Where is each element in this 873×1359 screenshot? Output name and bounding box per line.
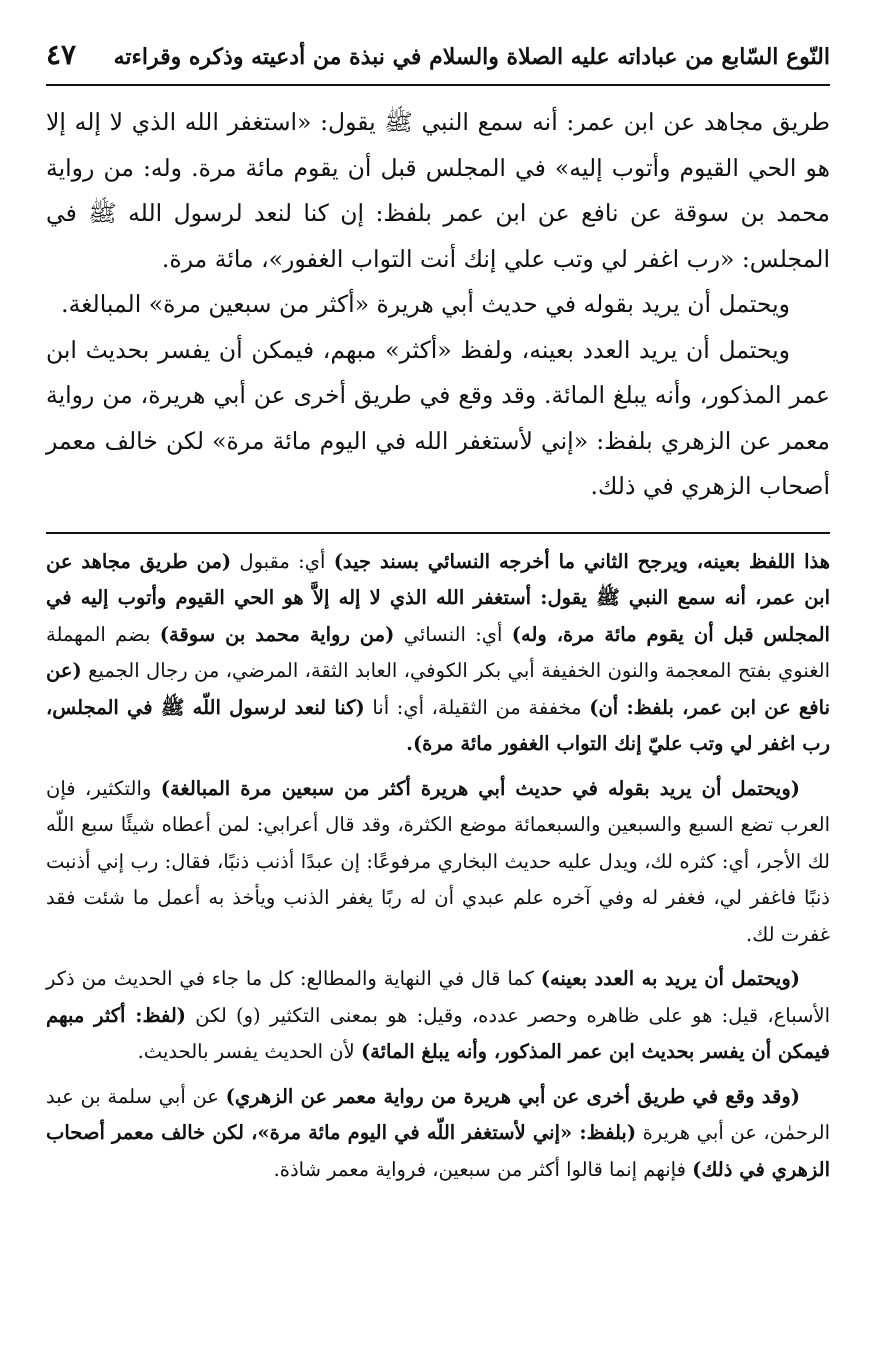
quoted-text: (ويحتمل أن يريد بقوله في حديث أبي هريرة أكثر من سبعين مرة المبالغة) [160,776,800,800]
quoted-text: (ويحتمل أن يريد به العدد بعينه) [540,967,800,990]
commentary-text: فإنهم إنما قالوا أكثر من سبعين، فرواية معمر شاذة. [273,1157,693,1181]
quoted-text: (وقد وقع في طريق أخرى عن أبي هريرة من رواية معمر عن الزهري) [225,1084,801,1108]
commentary-text: مخففة من الثقيلة، أي: أنا [364,695,590,719]
commentary-text: أي: النسائي [394,622,512,646]
commentary-paragraph [46,961,830,1071]
commentary-text: عن أبي سلمة بن عبد الرحمٰن، عن أبي هريرة [46,1084,830,1144]
chapter-title: النّوع السّابع من عباداته عليه الصلاة والسلام في نبذة من أدعيته وذكره وقراءته [113,44,830,70]
page-number: ٤٧ [46,38,77,71]
commentary-text: والتكثير، فإن العرب تضع السبع والسبعين والسبعمائة موضع الكثرة، وقد قال أعرابي: لمن أعطاه شيئًا سبع اللّه لك الأجر، أي: كثره لك، ويدل عليه حديث البخاري مرفوعًا: إن عبدًا أذنب ذنبًا، فقال: رب إني أذنبت ذنبًا فاغفر لي، فغفر له وفي آخره علم عبدي أن له ربًا يغفر الذنب ويأخذ به أعمل ما شئت فقد غفرت لك. [46,776,830,946]
quoted-text: (من رواية محمد بن سوقة) [159,622,395,646]
commentary-paragraph [46,544,830,763]
quoted-text: هذا اللفظ بعينه، ويرجح الثاني ما أخرجه النسائي بسند جيد) [333,549,831,573]
main-paragraph: ويحتمل أن يريد بقوله في حديث أبي هريرة «أكثر من سبعين مرة» المبالغة. [61,290,790,318]
main-text [46,100,830,510]
commentary-paragraph [46,771,830,954]
commentary-text: بضم المهملة الغنوي بفتح المعجمة والنون الخفيفة أبي بكر الكوفي، العابد الثقة، المرضي، من رجال الجميع [46,622,830,682]
quoted-text: (عن نافع عن ابن عمر، بلفظ: أن) [46,659,830,719]
commentary-text: لأن الحديث يفسر بالحديث. [137,1040,361,1063]
quoted-text: (من طريق مجاهد عن ابن عمر، أنه سمع النبي ﷺ يقول: أستغفر الله الذي لا إله إلاَّ هو الحي القيوم وأتوب إليه في المجلس قبل أن يقوم مائة مرة، وله) [46,549,830,646]
book-page [46,38,830,1196]
commentary-paragraph [46,1079,830,1189]
quoted-text: (لفظ: أكثر مبهم فيمكن أن يفسر بحديث ابن عمر المذكور، وأنه يبلغ المائة) [46,1003,830,1063]
main-paragraph: طريق مجاهد عن ابن عمر: أنه سمع النبي ﷺ يقول: «استغفر الله الذي لا إله إلا هو الحي القيوم وأتوب إليه» في المجلس قبل أن يقوم مائة مرة. وله: من رواية محمد بن سوقة عن نافع عن ابن عمر بلفظ: إن كنا لنعد لرسول الله ﷺ في المجلس: «رب اغفر لي وتب علي إنك أنت التواب الغفور»، مائة مرة. [46,108,830,273]
commentary-text: كما قال في النهاية والمطالع: كل ما جاء في الحديث من ذكر الأسباع، قيل: هو على ظاهره وحصر عدده، وقيل: هو بمعنى التكثير (و) لكن [46,967,830,1027]
quoted-text: (بلفظ: «إني لأستغفر اللّه في اليوم مائة مرة»، لكن خالف معمر أصحاب الزهري في ذلك) [46,1121,830,1181]
commentary [46,544,830,1189]
running-header [46,38,830,86]
main-paragraph: ويحتمل أن يريد العدد بعينه، ولفظ «أكثر» مبهم، فيمكن أن يفسر بحديث ابن عمر المذكور، وأنه يبلغ المائة. وقد وقع في طريق أخرى عن أبي هريرة، من رواية معمر عن الزهري بلفظ: «إني لأستغفر الله في اليوم مائة مرة» لكن خالف معمر أصحاب الزهري في ذلك. [46,335,830,500]
quoted-text: (كنا لنعد لرسول اللّه ﷺ في المجلس، رب اغفر لي وتب عليّ إنك التواب الغفور مائة مرة). [46,695,830,755]
commentary-text: أي: مقبول [231,549,334,573]
section-divider [46,532,830,534]
